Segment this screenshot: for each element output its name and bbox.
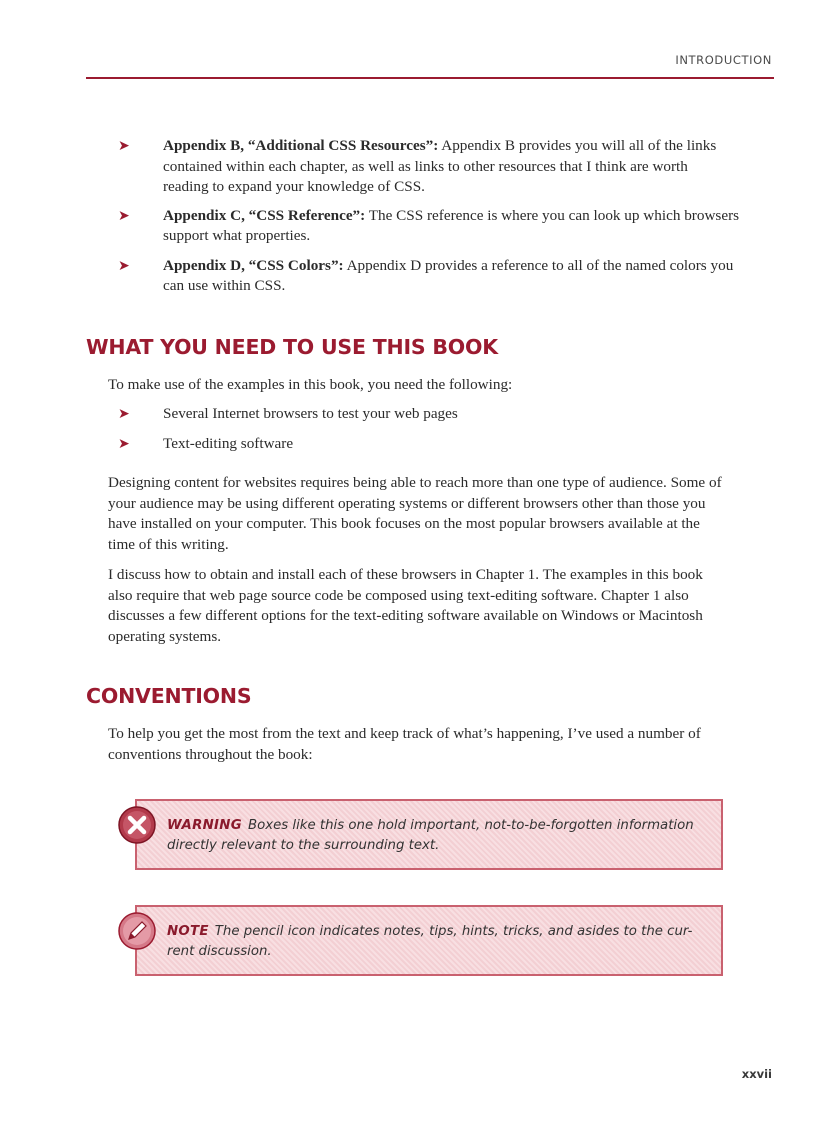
arrow-bullet-icon: ➤ xyxy=(118,406,130,422)
running-head: INTRODUCTION xyxy=(675,53,772,67)
paragraph: I discuss how to obtain and install each of these browsers in Chapter 1. The examples in this book also require that web page source code be composed using text-editing software. Chapter 1 also discusses a few different options for the text-editing software available on Windows or Macintosh operating systems. xyxy=(108,566,703,645)
warning-x-icon xyxy=(117,805,157,845)
note-label: NOTE xyxy=(167,924,209,939)
arrow-bullet-icon: ➤ xyxy=(118,435,130,452)
list-item: ➤ Several Internet browsers to test your web pages xyxy=(118,404,768,425)
page-number: xxvii xyxy=(741,1067,772,1081)
pencil-icon xyxy=(117,911,157,951)
header-rule xyxy=(86,77,774,79)
warning-box xyxy=(135,799,723,870)
note-text: NOTE The pencil icon indicates notes, tips, hints, tricks, and asides to the cur- rent discussion. xyxy=(167,924,693,959)
list-item-title: Appendix D, “CSS Colors”: xyxy=(163,256,344,274)
warning-label: WARNING xyxy=(167,818,242,833)
arrow-bullet-icon: ➤ xyxy=(118,257,130,274)
arrow-bullet-icon: ➤ xyxy=(118,138,130,154)
requirements-list xyxy=(118,404,768,454)
list-item-title: Appendix C, “CSS Reference”: xyxy=(163,206,366,224)
list-item: ➤ Appendix C, “CSS Reference”: The CSS reference is where you can look up which browsers support what properties. xyxy=(118,206,740,244)
section-heading: CONVENTIONS xyxy=(86,684,252,708)
appendix-list xyxy=(118,136,768,297)
list-item-title: Appendix B, “Additional CSS Resources”: xyxy=(163,137,439,154)
list-item: ➤ Appendix B, “Additional CSS Resources”: Appendix B provides you will all of the links contained within each chapter, as well as links to other resources that I think are worth reading to expand your knowledge of CSS. xyxy=(118,137,717,195)
note-box xyxy=(135,905,723,976)
section-intro: To make use of the examples in this book, you need the following: xyxy=(108,376,513,393)
warning-text: WARNING Boxes like this one hold important, not-to-be-forgotten information directly relevant to the surrounding text. xyxy=(167,818,694,853)
section-intro: To help you get the most from the text and keep track of what’s happening, I’ve used a number of conventions throughout the book: xyxy=(108,725,701,763)
list-item: ➤ Text-editing software xyxy=(118,434,768,455)
arrow-bullet-icon: ➤ xyxy=(118,207,130,224)
paragraph: Designing content for websites requires being able to reach more than one type of audience. Some of your audience may be using different operating systems or different browsers other than those you have installed on your computer. This book focuses on the most popular browsers available at the time of this writing. xyxy=(108,474,722,553)
section-heading: WHAT YOU NEED TO USE THIS BOOK xyxy=(86,335,498,359)
list-item: ➤ Appendix D, “CSS Colors”: Appendix D provides a reference to all of the named colors you can use within CSS. xyxy=(118,256,734,294)
